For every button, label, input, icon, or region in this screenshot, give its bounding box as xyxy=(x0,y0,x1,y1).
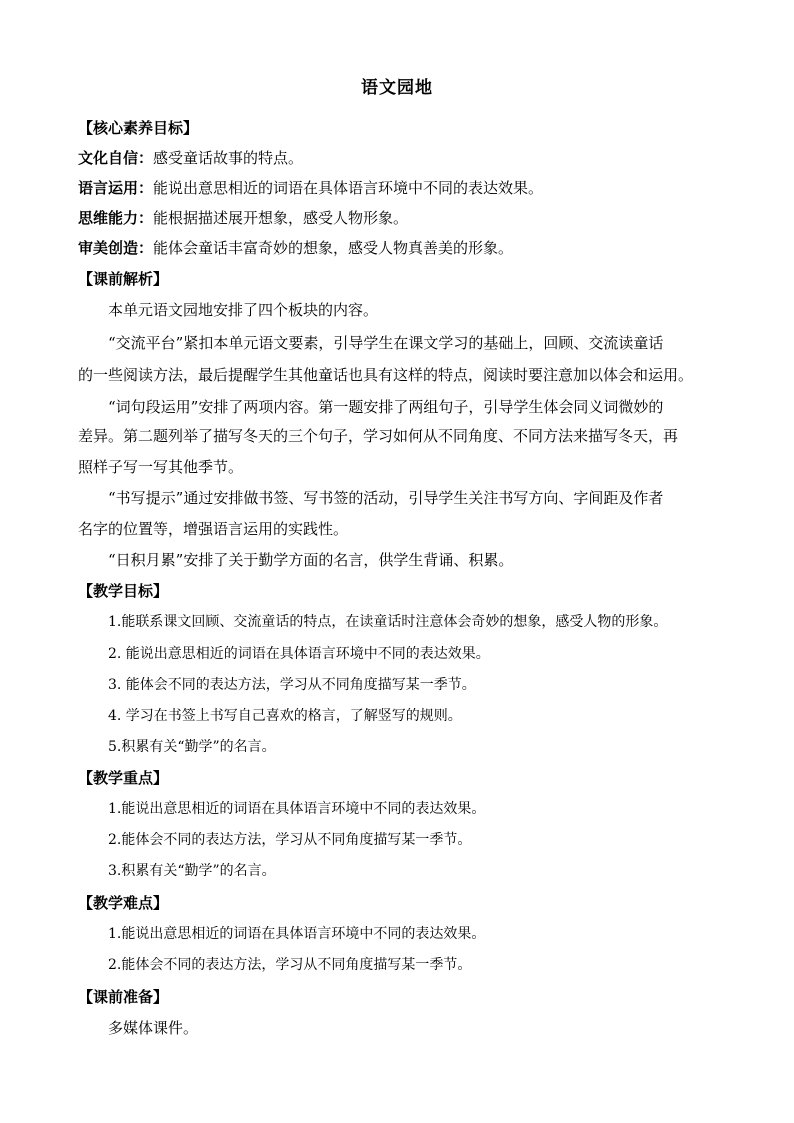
objective-item: 4. 学习在书签上书写自己喜欢的格言，了解竖写的规则。 xyxy=(108,708,462,724)
analysis-paragraph-line: 的一些阅读方法，最后提醒学生其他童话也具有这样的特点，阅读时要注意加以体会和运用。 xyxy=(78,366,694,384)
core-goal-label: 语言运用： xyxy=(78,179,154,197)
objective-item: 5.积累有关“勤学”的名言。 xyxy=(108,739,276,755)
core-goal-item xyxy=(78,147,738,169)
section-heading-objectives: 【教学目标】 xyxy=(78,582,169,600)
difficulty-item: 2.能体会不同的表达方法，学习从不同角度描写某一季节。 xyxy=(108,957,472,973)
objective-item: 1.能联系课文回顾、交流童话的特点，在读童话时注意体会奇妙的想象，感受人物的形象。 xyxy=(108,614,668,630)
section-heading-core-goals: 【核心素养目标】 xyxy=(78,119,199,137)
page-title: 语文园地 xyxy=(361,78,433,98)
core-goal-item xyxy=(78,237,738,259)
section-heading-analysis: 【课前解析】 xyxy=(78,270,169,288)
analysis-paragraph-line: “交流平台”紧扣本单元语文要素，引导学生在课文学习的基础上，回顾、交流读童话 xyxy=(108,334,664,352)
section-heading-difficulties: 【教学难点】 xyxy=(78,894,169,912)
analysis-paragraph-line: “书写提示”通过安排做书签、写书签的活动，引导学生关注书写方向、字间距及作者 xyxy=(108,489,664,507)
analysis-paragraph-line: “日积月累”安排了关于勤学方面的名言，供学生背诵、积累。 xyxy=(108,551,514,569)
key-point-item: 3.积累有关“勤学”的名言。 xyxy=(108,863,276,879)
core-goal-text: 能根据描述展开想象，感受人物形象。 xyxy=(153,209,409,227)
key-point-item: 1.能说出意思相近的词语在具体语言环境中不同的表达效果。 xyxy=(108,801,486,817)
analysis-paragraph-line: “词句段运用”安排了两项内容。第一题安排了两组句子，引导学生体会同义词微妙的 xyxy=(108,398,664,416)
analysis-paragraph-line: 名字的位置等，增强语言运用的实践性。 xyxy=(78,520,349,538)
core-goal-text: 能体会童话丰富奇妙的想象，感受人物真善美的形象。 xyxy=(153,239,514,257)
preparation-text: 多媒体课件。 xyxy=(108,1019,199,1037)
analysis-paragraph-line: 照样子写一写其他季节。 xyxy=(78,458,244,476)
section-heading-preparation: 【课前准备】 xyxy=(78,988,169,1006)
difficulty-item: 1.能说出意思相近的词语在具体语言环境中不同的表达效果。 xyxy=(108,926,486,942)
analysis-paragraph-line: 本单元语文园地安排了四个板块的内容。 xyxy=(108,301,379,319)
core-goal-item xyxy=(78,207,738,229)
objective-item: 3. 能体会不同的表达方法，学习从不同角度描写某一季节。 xyxy=(108,677,476,693)
key-point-item: 2.能体会不同的表达方法，学习从不同角度描写某一季节。 xyxy=(108,832,472,848)
section-heading-key-points: 【教学重点】 xyxy=(78,769,169,787)
core-goal-text: 能说出意思相近的词语在具体语言环境中不同的表达效果。 xyxy=(153,179,544,197)
objective-item: 2. 能说出意思相近的词语在具体语言环境中不同的表达效果。 xyxy=(108,646,490,662)
core-goal-item xyxy=(78,177,738,199)
analysis-paragraph-line: 差异。第二题列举了描写冬天的三个句子，学习如何从不同角度、不同方法来描写冬天，再 xyxy=(78,427,679,445)
core-goal-text: 感受童话故事的特点。 xyxy=(153,149,304,167)
core-goal-label: 审美创造： xyxy=(78,239,154,257)
core-goal-label: 文化自信： xyxy=(78,149,154,167)
core-goal-label: 思维能力： xyxy=(78,209,154,227)
